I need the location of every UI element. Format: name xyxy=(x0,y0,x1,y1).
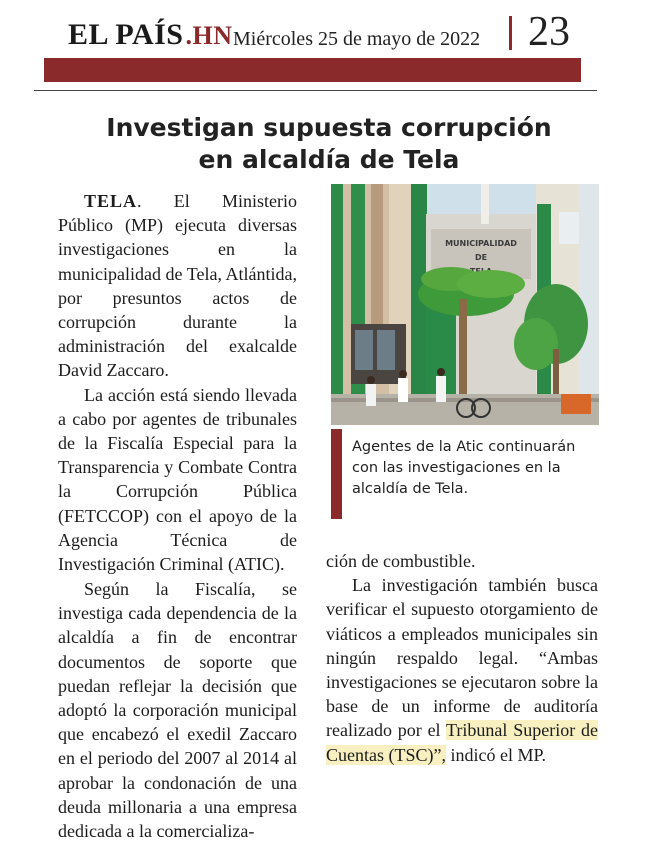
paragraph-4 xyxy=(326,573,598,767)
newspaper-logo xyxy=(68,18,233,52)
building-sign-line-2: DE xyxy=(474,253,488,262)
paragraph-3-part-1: Según la Fiscalía, se investiga cada dependencia de la alcaldía a fin de encontrar documentos de soporte que puedan reflejar la decisión que adoptó la corporación municipal que encabezó el exedil Zaccaro en el periodo del 2007 al 2014 al aprobar la condonación de una deuda millonaria a una empresa dedicada a la comercializa- xyxy=(58,579,297,842)
article-column-2 xyxy=(326,549,598,767)
paragraph-1-text: . El Ministerio Público (MP) ejecuta diversas investigaciones en la municipalidad de Tela, Atlántida, por presuntos actos de corrupción durante la administración del exalcalde David Zaccaro. xyxy=(58,191,297,381)
caption-accent-bar xyxy=(331,429,342,519)
alcaldia-building-image xyxy=(331,184,599,425)
paragraph-4-end: indicó el MP. xyxy=(445,744,546,765)
photo-caption: Agentes de la Atic continuarán con las investigaciones en la alcaldía de Tela. xyxy=(352,439,576,497)
masthead-separator xyxy=(509,16,512,50)
article-photo xyxy=(331,184,599,425)
headline-line-1: Investigan supuesta corrupción xyxy=(106,113,552,142)
masthead-rule xyxy=(34,90,597,91)
article-column-1-top xyxy=(58,189,297,576)
paragraph-3-part-2: ción de combustible. xyxy=(326,551,476,571)
issue-date: Miércoles 25 de mayo de 2022 xyxy=(233,28,481,50)
paragraph-1 xyxy=(58,189,297,383)
building-sign-line-1: MUNICIPALIDAD xyxy=(445,239,517,248)
highlighted-text: Tribunal Superior de Cuentas (TSC)”, xyxy=(326,720,598,765)
masthead-color-bar xyxy=(44,58,581,82)
paragraph-4-text: La investigación también busca verificar el supuesto otorgamiento de viáticos a empleados municipales sin ningún respaldo legal. “Ambas investigaciones se ejecutaron sobre la base de un informe de auditoría realizado por el xyxy=(326,575,598,741)
article-column-1-bottom xyxy=(58,577,297,843)
logo-main: EL PAÍS xyxy=(68,18,184,51)
masthead xyxy=(0,0,658,92)
logo-suffix: .HN xyxy=(185,21,233,50)
paragraph-2: La acción está siendo llevada a cabo por agentes de tribunales de la Fiscalía Especial para la Transparencia y Combate Contra la Corrupción Pública (FETCCOP) con el apoyo de la Agencia Técnica de Investigación Criminal (ATIC). xyxy=(58,384,297,575)
headline-line-2: en alcaldía de Tela xyxy=(198,145,460,174)
dateline: TELA xyxy=(84,191,138,211)
page-number: 23 xyxy=(528,9,570,55)
article-headline xyxy=(40,112,618,176)
